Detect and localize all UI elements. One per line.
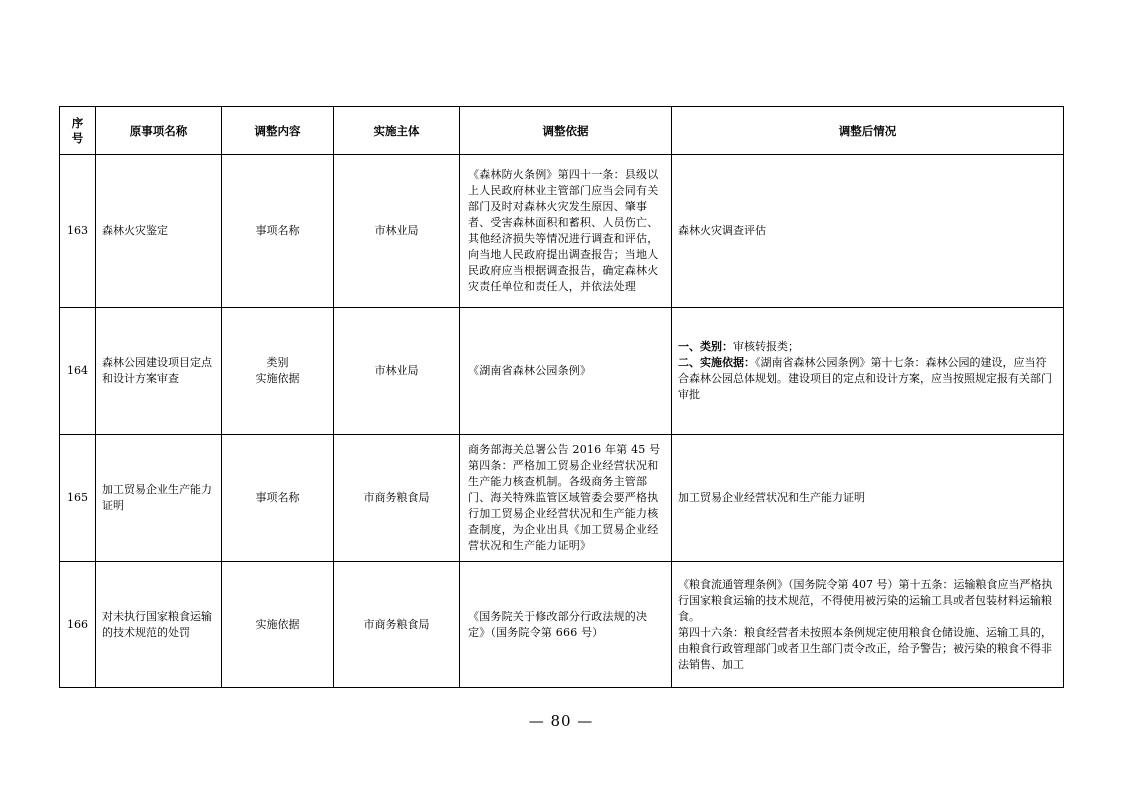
row-no: 163 <box>60 155 96 308</box>
row-implementer: 市商务粮食局 <box>334 562 460 688</box>
row-no: 164 <box>60 308 96 435</box>
result-part-text: 《湖南省森林公园条例》第十七条：森林公园的建设，应当符合森林公园总体规划。建设项目的定点和设计方案，应当按照规定报有关部门审批 <box>678 356 1052 401</box>
row-basis: 《国务院关于修改部分行政法规的决定》（国务院令第 666 号） <box>460 562 672 688</box>
row-basis: 商务部海关总署公告 2016 年第 45 号第四条：严格加工贸易企业经营状况和生产能力核查机制。各级商务主管部门、海关特殊监管区域管委会要严格执行加工贸易企业经营状况和生产能力核查制度，为企业出具《加工贸易企业经营状况和生产能力证明》 <box>460 435 672 562</box>
header-original-name: 原事项名称 <box>96 107 222 155</box>
adjust-content-line: 类别 <box>266 356 289 369</box>
header-implementer: 实施主体 <box>334 107 460 155</box>
header-no <box>60 107 96 155</box>
table-header-row <box>60 107 1064 155</box>
row-original-name: 对未执行国家粮食运输的技术规范的处罚 <box>96 562 222 688</box>
adjustment-table <box>59 106 1064 688</box>
adjust-content-line: 实施依据 <box>255 372 300 385</box>
header-adjust-content: 调整内容 <box>222 107 334 155</box>
result-part <box>678 355 1057 403</box>
row-no: 165 <box>60 435 96 562</box>
header-no-char-2: 号 <box>71 130 84 145</box>
table-row <box>60 155 1064 308</box>
row-result: 森林火灾调查评估 <box>672 155 1064 308</box>
row-basis: 《森林防火条例》第四十一条：县级以上人民政府林业主管部门应当会同有关部门及时对森林火灾发生原因、肇事者、受害森林面积和蓄积、人员伤亡、其他经济损失等情况进行调查和评估，向当地人民政府提出调查报告；当地人民政府应当根据调查报告，确定森林火灾责任单位和责任人，并依法处理 <box>460 155 672 308</box>
row-adjust-content: 事项名称 <box>222 435 334 562</box>
result-line: 第四十六条：粮食经营者未按照本条例规定使用粮食仓储设施、运输工具的，由粮食行政管理部门或者卫生部门责令改正，给予警告；被污染的粮食不得非法销售、加工 <box>678 625 1052 671</box>
row-result <box>672 562 1064 688</box>
result-part-lead: 二、实施依据： <box>678 356 755 369</box>
row-adjust-content <box>222 308 334 435</box>
header-result: 调整后情况 <box>672 107 1064 155</box>
row-basis: 《湖南省森林公园条例》 <box>460 308 672 435</box>
table-row <box>60 435 1064 562</box>
table-row <box>60 562 1064 688</box>
row-original-name: 森林公园建设项目定点和设计方案审查 <box>96 308 222 435</box>
header-basis: 调整依据 <box>460 107 672 155</box>
row-no: 166 <box>60 562 96 688</box>
result-part-lead: 一、类别： <box>678 340 733 353</box>
header-no-char-1: 序 <box>71 115 84 130</box>
row-adjust-content: 事项名称 <box>222 155 334 308</box>
row-implementer: 市商务粮食局 <box>334 435 460 562</box>
row-result <box>672 308 1064 435</box>
row-implementer: 市林业局 <box>334 308 460 435</box>
table-row <box>60 308 1064 435</box>
result-part <box>678 339 1057 355</box>
result-part-text: 审核转报类； <box>733 340 799 353</box>
result-line: 《粮食流通管理条例》（国务院令第 407 号）第十五条：运输粮食应当严格执行国家粮食运输的技术规范，不得使用被污染的运输工具或者包装材料运输粮食。 <box>678 577 1053 623</box>
row-original-name: 加工贸易企业生产能力证明 <box>96 435 222 562</box>
row-implementer: 市林业局 <box>334 155 460 308</box>
row-result: 加工贸易企业经营状况和生产能力证明 <box>672 435 1064 562</box>
row-original-name: 森林火灾鉴定 <box>96 155 222 308</box>
page-number: — 80 — <box>528 712 594 730</box>
row-adjust-content: 实施依据 <box>222 562 334 688</box>
